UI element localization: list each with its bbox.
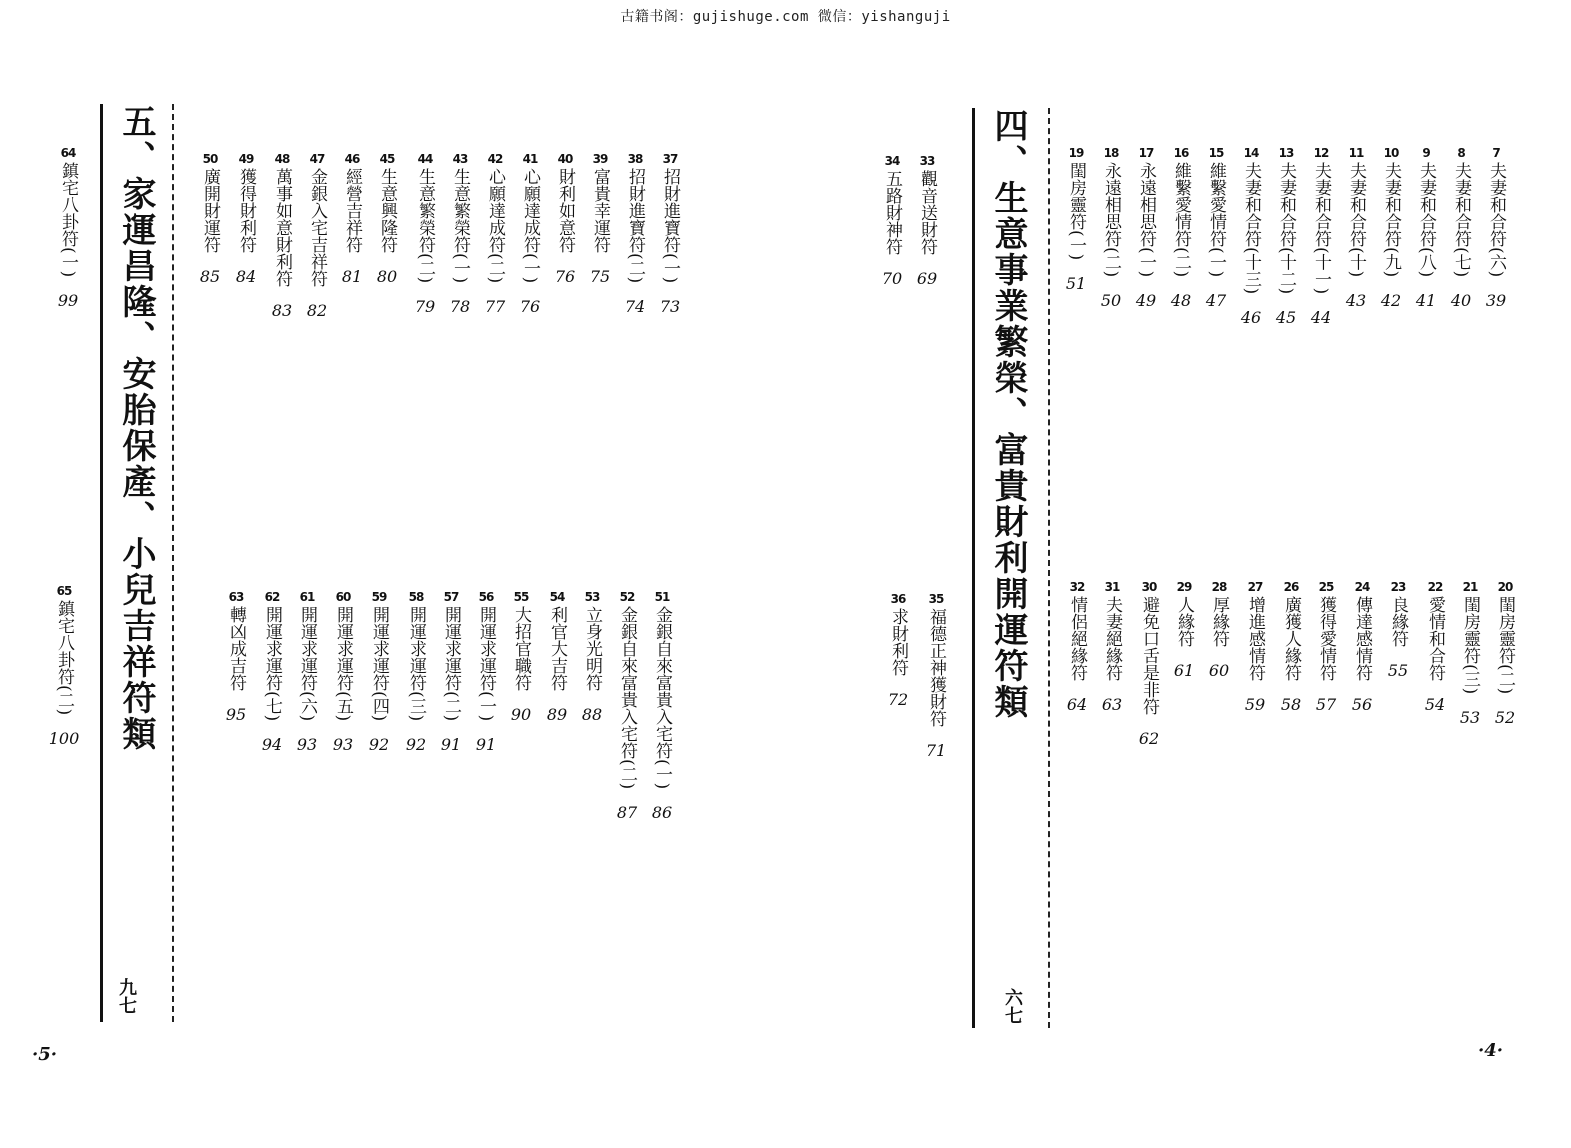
entry-title: 心願達成符(二) (485, 168, 505, 284)
entry-title: 情侶絕緣符 (1067, 596, 1087, 681)
entry-title: 開運求運符(二) (441, 606, 461, 722)
toc-entry[interactable] (367, 590, 391, 754)
entry-page: 60 (1208, 661, 1230, 680)
entry-title: 夫妻和合符(十一) (1311, 162, 1331, 295)
entry-page: 42 (1380, 291, 1402, 311)
entry-title: 夫妻和合符(八) (1416, 162, 1436, 278)
entry-title: 永遠相思符(一) (1136, 162, 1156, 278)
entry-page: 86 (651, 803, 673, 823)
toc-entry[interactable] (1314, 580, 1338, 714)
entry-number: 17 (1138, 146, 1154, 160)
entry-title: 夫妻和合符(十) (1346, 162, 1366, 278)
entry-page: 94 (261, 735, 283, 755)
toc-entry[interactable] (915, 154, 939, 288)
section-page-marker: 六七 (1002, 988, 1023, 1024)
entry-page: 72 (887, 690, 909, 709)
entry-number: 47 (309, 152, 325, 166)
entry-number: 53 (584, 590, 600, 604)
entry-title: 福德正神獲財符 (926, 608, 946, 727)
entry-number: 34 (884, 154, 900, 168)
toc-entry[interactable] (1350, 580, 1374, 714)
entry-number: 38 (627, 152, 643, 166)
entry-page: 61 (1173, 661, 1195, 680)
entry-title: 人緣符 (1174, 596, 1194, 647)
entry-number: 64 (60, 146, 76, 160)
toc-entry[interactable] (658, 152, 682, 316)
entry-page: 69 (916, 269, 938, 288)
entry-title: 開運求運符(一) (476, 606, 496, 722)
toc-entry[interactable] (404, 590, 428, 754)
entry-number: 57 (443, 590, 459, 604)
toc-entry[interactable] (1386, 580, 1410, 680)
toc-entry[interactable] (886, 592, 910, 709)
toc-entry[interactable] (48, 584, 80, 749)
section-rule-left (100, 104, 103, 1022)
entry-page: 92 (368, 735, 390, 755)
toc-entry[interactable] (295, 590, 319, 754)
entry-number: 32 (1069, 580, 1085, 594)
entry-number: 51 (654, 590, 670, 604)
toc-entry[interactable] (509, 590, 533, 724)
entry-page: 91 (475, 735, 497, 755)
toc-entry[interactable] (1137, 580, 1161, 748)
entry-title: 開運求運符(七) (262, 606, 282, 722)
entry-page: 75 (589, 267, 611, 286)
toc-entry[interactable] (270, 152, 294, 320)
entry-page: 95 (225, 705, 247, 724)
toc-entry[interactable] (1414, 146, 1438, 310)
toc-entry[interactable] (518, 152, 542, 316)
entry-number: 28 (1211, 580, 1227, 594)
entry-title: 廣開財運符 (200, 168, 220, 253)
toc-entry[interactable] (474, 590, 498, 754)
section-rule-right (1048, 108, 1050, 1028)
entry-title: 開運求運符(六) (297, 606, 317, 722)
entry-number: 33 (919, 154, 935, 168)
toc-entry[interactable] (340, 152, 364, 286)
entry-number: 14 (1243, 146, 1259, 160)
entry-title: 金銀自來富貴入宅符(二) (617, 606, 637, 790)
watermark: 古籍书阁：gujishuge.com 微信：yishanguji (620, 9, 951, 25)
entry-page: 40 (1450, 291, 1472, 311)
entry-number: 21 (1462, 580, 1478, 594)
entry-number: 29 (1176, 580, 1192, 594)
entry-title: 觀音送財符 (917, 170, 937, 255)
entry-number: 19 (1068, 146, 1084, 160)
entry-number: 37 (662, 152, 678, 166)
entry-page: 47 (1205, 291, 1227, 311)
toc-entry[interactable] (331, 590, 355, 754)
toc-entry[interactable] (1169, 146, 1193, 310)
entry-page: 84 (235, 267, 257, 286)
entry-number: 60 (335, 590, 351, 604)
toc-entry[interactable] (413, 152, 437, 316)
toc-entry[interactable] (588, 152, 612, 286)
entry-title: 開運求運符(四) (369, 606, 389, 722)
entry-page: 70 (881, 269, 903, 288)
entry-title: 五路財神符 (882, 170, 902, 255)
entry-number: 13 (1278, 146, 1294, 160)
toc-entry[interactable] (234, 152, 258, 286)
entry-title: 廣獲人緣符 (1281, 596, 1301, 681)
toc-entry[interactable] (1423, 580, 1447, 714)
toc-entry[interactable] (198, 152, 222, 286)
entry-page: 64 (1066, 695, 1088, 714)
entry-number: 55 (513, 590, 529, 604)
toc-entry[interactable] (553, 152, 577, 286)
folio: ·5· (32, 1044, 58, 1065)
entry-number: 50 (202, 152, 218, 166)
entry-title: 獲得財利符 (236, 168, 256, 253)
entry-number: 25 (1318, 580, 1334, 594)
entry-page: 58 (1280, 695, 1302, 714)
toc-entry[interactable] (260, 590, 284, 754)
entry-title: 閨房靈符(三) (1460, 596, 1480, 695)
entry-number: 65 (56, 584, 72, 598)
toc-entry[interactable] (56, 146, 80, 310)
toc-entry[interactable] (439, 590, 463, 754)
toc-entry[interactable] (1379, 146, 1403, 310)
entry-page: 80 (376, 267, 398, 286)
entry-page: 39 (1485, 291, 1507, 311)
entry-number: 15 (1208, 146, 1224, 160)
entry-number: 35 (928, 592, 944, 606)
entry-page: 89 (546, 705, 568, 724)
entry-number: 36 (890, 592, 906, 606)
entry-title: 夫妻和合符(九) (1381, 162, 1401, 278)
entry-page: 88 (581, 705, 603, 724)
folio: ·4· (1478, 1040, 1504, 1061)
section-rule-left (972, 108, 975, 1028)
entry-page: 93 (332, 735, 354, 755)
entry-page: 76 (554, 267, 576, 286)
entry-number: 8 (1457, 146, 1465, 160)
entry-title: 避免口舌是非符 (1139, 596, 1159, 715)
toc-entry[interactable] (1065, 580, 1089, 714)
entry-title: 利官大吉符 (547, 606, 567, 691)
entry-page: 52 (1494, 708, 1516, 728)
entry-page: 82 (306, 301, 328, 320)
toc-entry[interactable] (1134, 146, 1158, 310)
section-heading: 五、家運昌隆、安胎保產、小兒吉祥符類 (116, 104, 156, 752)
entry-page: 54 (1424, 695, 1446, 714)
entry-page: 99 (57, 291, 79, 311)
entry-page: 45 (1275, 308, 1297, 328)
entry-number: 10 (1383, 146, 1399, 160)
entry-page: 62 (1138, 729, 1160, 748)
entry-page: 78 (449, 297, 471, 317)
entry-number: 26 (1283, 580, 1299, 594)
entry-page: 92 (405, 735, 427, 755)
entry-page: 73 (659, 297, 681, 317)
entry-number: 7 (1492, 146, 1500, 160)
entry-title: 夫妻和合符(七) (1451, 162, 1471, 278)
entry-title: 求財利符 (888, 608, 908, 676)
entry-number: 31 (1104, 580, 1120, 594)
entry-title: 夫妻和合符(十三) (1241, 162, 1261, 295)
toc-entry[interactable] (1204, 146, 1228, 310)
entry-title: 生意繁榮符(一) (450, 168, 470, 284)
entry-title: 生意繁榮符(二) (415, 168, 435, 284)
entry-page: 100 (48, 729, 80, 749)
toc-entry[interactable] (1279, 580, 1303, 714)
entry-title: 富貴幸運符 (590, 168, 610, 253)
entry-page: 57 (1315, 695, 1337, 714)
entry-title: 閨房靈符(二) (1495, 596, 1515, 695)
entry-number: 56 (478, 590, 494, 604)
entry-number: 63 (228, 590, 244, 604)
entry-number: 62 (264, 590, 280, 604)
entry-title: 傳達感情符 (1352, 596, 1372, 681)
entry-number: 23 (1390, 580, 1406, 594)
toc-entry[interactable] (880, 154, 904, 288)
toc-entry[interactable] (580, 590, 604, 724)
section-heading: 四、生意事業繁榮、富貴財利開運符類 (988, 108, 1028, 720)
toc-entry[interactable] (448, 152, 472, 316)
entry-title: 良緣符 (1388, 596, 1408, 647)
toc-entry[interactable] (1064, 146, 1088, 293)
entry-number: 58 (408, 590, 424, 604)
toc-entry[interactable] (1274, 146, 1298, 327)
entry-title: 立身光明符 (582, 606, 602, 691)
toc-entry[interactable] (623, 152, 647, 316)
entry-title: 開運求運符(五) (333, 606, 353, 722)
entry-page: 50 (1100, 291, 1122, 311)
toc-entry[interactable] (305, 152, 329, 320)
entry-title: 夫妻和合符(六) (1486, 162, 1506, 278)
entry-number: 9 (1422, 146, 1430, 160)
entry-title: 財利如意符 (555, 168, 575, 253)
toc-entry[interactable] (224, 590, 248, 724)
toc-entry[interactable] (483, 152, 507, 316)
entry-page: 87 (616, 803, 638, 823)
toc-entry[interactable] (1458, 580, 1482, 727)
entry-number: 18 (1103, 146, 1119, 160)
toc-entry[interactable] (1243, 580, 1267, 714)
entry-title: 維繫愛情符(二) (1171, 162, 1191, 278)
entry-title: 永遠相思符(二) (1101, 162, 1121, 278)
entry-page: 46 (1240, 308, 1262, 328)
entry-number: 12 (1313, 146, 1329, 160)
entry-title: 增進感情符 (1245, 596, 1265, 681)
entry-number: 22 (1427, 580, 1443, 594)
entry-title: 開運求運符(三) (406, 606, 426, 722)
entry-title: 夫妻絕緣符 (1102, 596, 1122, 681)
toc-entry[interactable] (1207, 580, 1231, 680)
entry-number: 46 (344, 152, 360, 166)
toc-entry[interactable] (1449, 146, 1473, 310)
entry-page: 49 (1135, 291, 1157, 311)
entry-page: 74 (624, 297, 646, 317)
entry-page: 77 (484, 297, 506, 317)
entry-page: 44 (1310, 308, 1332, 328)
entry-page: 56 (1351, 695, 1373, 714)
entry-title: 招財進寶符(二) (625, 168, 645, 284)
entry-number: 39 (592, 152, 608, 166)
entry-page: 90 (510, 705, 532, 724)
toc-entry[interactable] (924, 592, 948, 760)
entry-number: 59 (371, 590, 387, 604)
section-page-marker: 九七 (116, 978, 137, 1014)
entry-title: 夫妻和合符(十二) (1276, 162, 1296, 295)
toc-entry[interactable] (650, 590, 674, 822)
entry-number: 48 (274, 152, 290, 166)
entry-number: 41 (522, 152, 538, 166)
entry-title: 大招官職符 (511, 606, 531, 691)
entry-title: 生意興隆符 (377, 168, 397, 253)
entry-number: 42 (487, 152, 503, 166)
entry-number: 52 (619, 590, 635, 604)
entry-page: 85 (199, 267, 221, 286)
entry-number: 49 (238, 152, 254, 166)
toc-entry[interactable] (1493, 580, 1517, 727)
entry-page: 41 (1415, 291, 1437, 311)
entry-title: 經營吉祥符 (342, 168, 362, 253)
entry-number: 24 (1354, 580, 1370, 594)
toc-entry[interactable] (375, 152, 399, 286)
section-rule-right (172, 104, 174, 1022)
entry-number: 30 (1141, 580, 1157, 594)
toc-entry[interactable] (545, 590, 569, 724)
entry-title: 心願達成符(一) (520, 168, 540, 284)
entry-title: 鎮宅八卦符(一) (58, 162, 78, 278)
entry-page: 91 (440, 735, 462, 755)
entry-title: 萬事如意財利符 (272, 168, 292, 287)
entry-number: 44 (417, 152, 433, 166)
toc-entry[interactable] (1484, 146, 1508, 310)
entry-number: 11 (1348, 146, 1364, 160)
entry-number: 20 (1497, 580, 1513, 594)
entry-title: 愛情和合符 (1425, 596, 1445, 681)
toc-entry[interactable] (1309, 146, 1333, 327)
entry-number: 54 (549, 590, 565, 604)
entry-title: 金銀自來富貴入宅符(一) (652, 606, 672, 790)
entry-number: 16 (1173, 146, 1189, 160)
entry-page: 79 (414, 297, 436, 317)
entry-page: 93 (296, 735, 318, 755)
entry-title: 轉凶成吉符 (226, 606, 246, 691)
entry-page: 83 (271, 301, 293, 320)
toc-entry[interactable] (1099, 146, 1123, 310)
entry-number: 40 (557, 152, 573, 166)
entry-page: 71 (925, 741, 947, 760)
entry-title: 閨房靈符(一) (1066, 162, 1086, 261)
entry-page: 76 (519, 297, 541, 317)
entry-number: 43 (452, 152, 468, 166)
entry-number: 27 (1247, 580, 1263, 594)
entry-page: 48 (1170, 291, 1192, 311)
entry-page: 51 (1065, 274, 1087, 294)
entry-page: 63 (1101, 695, 1123, 714)
entry-number: 61 (299, 590, 315, 604)
entry-page: 43 (1345, 291, 1367, 311)
entry-page: 81 (341, 267, 363, 286)
toc-entry[interactable] (1100, 580, 1124, 714)
entry-title: 獲得愛情符 (1316, 596, 1336, 681)
entry-title: 厚緣符 (1209, 596, 1229, 647)
entry-title: 招財進寶符(一) (660, 168, 680, 284)
entry-page: 55 (1387, 661, 1409, 680)
toc-entry[interactable] (1172, 580, 1196, 680)
entry-title: 鎮宅八卦符(二) (54, 600, 74, 716)
entry-number: 45 (379, 152, 395, 166)
toc-entry[interactable] (1239, 146, 1263, 327)
entry-page: 59 (1244, 695, 1266, 714)
entry-page: 53 (1459, 708, 1481, 728)
entry-title: 維繫愛情符(一) (1206, 162, 1226, 278)
entry-title: 金銀入宅吉祥符 (307, 168, 327, 287)
toc-entry[interactable] (615, 590, 639, 822)
toc-entry[interactable] (1344, 146, 1368, 310)
